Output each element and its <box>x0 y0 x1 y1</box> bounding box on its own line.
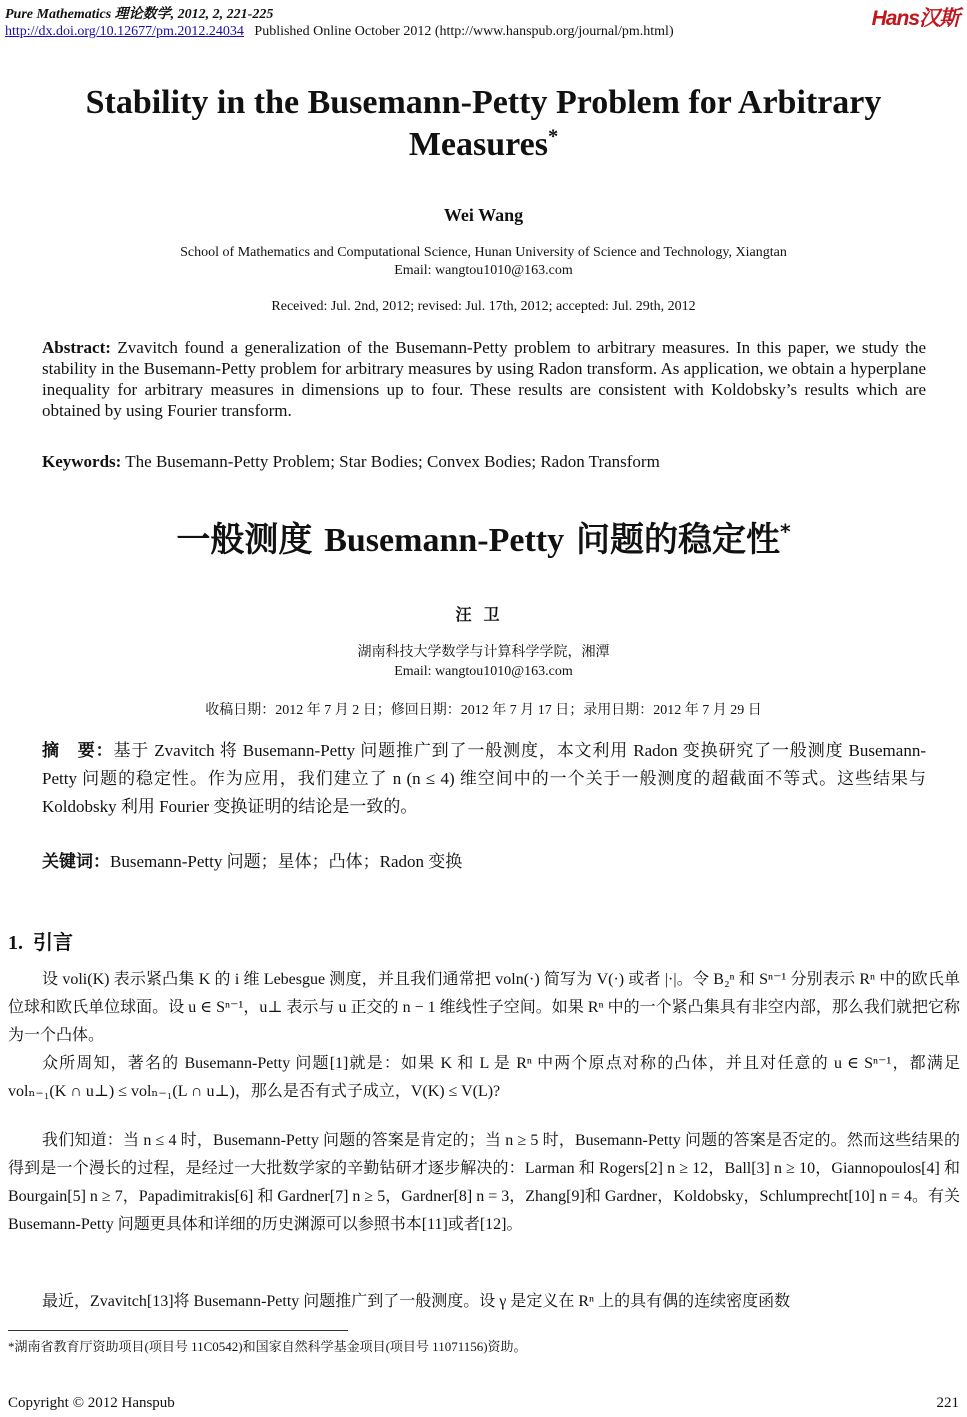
chinese-title-b: Busemann-Petty <box>324 522 565 559</box>
footnote: *湖南省教育厅资助项目(项目号 11C0542)和国家自然科学基金项目(项目号 11071156)资助。 <box>8 1339 527 1354</box>
chinese-dates: 收稿日期：2012 年 7 月 2 日；修回日期：2012 年 7 月 17 日；录用日期：2012 年 7 月 29 日 <box>205 703 762 718</box>
chinese-keywords <box>42 848 926 876</box>
chinese-keywords-label: 关键词： <box>42 852 110 871</box>
english-email: Email: wangtou1010@163.com <box>394 263 573 278</box>
english-affiliation: School of Mathematics and Computational Science, Hunan University of Science and Technology, Xiangtan <box>180 245 787 260</box>
body-paragraph-2: 众所周知，著名的 Busemann-Petty 问题[1]就是：如果 K 和 L 是 Rⁿ 中两个原点对称的凸体，并且对任意的 u ∈ Sⁿ⁻¹，都满足 volₙ₋₁(K ∩ u⊥) ≤ volₙ₋₁(L ∩ u⊥)，那么是否有式子成立，V(K) ≤ V(L)? <box>8 1055 960 1100</box>
english-keywords <box>42 451 926 472</box>
chinese-abstract-label: 摘 要： <box>42 741 114 760</box>
keywords-label: Keywords: <box>42 452 122 471</box>
chinese-abstract-text: 基于 Zvavitch 将 Busemann-Petty 问题推广到了一般测度，本文利用 Radon 变换研究了一般测度 Busemann-Petty 问题的稳定性。作为应用，我们建立了 n (n ≤ 4) 维空间中的一个关于一般测度的超截面不等式。这些结果与 Koldobsky 利用 Fourier 变换证明的结论是一致的。 <box>42 741 926 816</box>
english-title <box>40 82 927 166</box>
chinese-affiliation: 湖南科技大学数学与计算科学学院，湘潭 <box>357 645 610 660</box>
chinese-title-mark: * <box>779 519 791 544</box>
english-author: Wei Wang <box>443 205 524 225</box>
published-info: Published Online October 2012 (http://www.hanspub.org/journal/pm.html) <box>254 24 674 39</box>
body-paragraph-1: 设 voli(K) 表示紧凸集 K 的 i 维 Lebesgue 测度，并且我们通常把 voln(·) 简写为 V(·) 或者 |·|。令 B₂ⁿ 和 Sⁿ⁻¹ 分别表示 Rⁿ 中的欧氏单位球和欧氏单位球面。设 u ∈ Sⁿ⁻¹，u⊥ 表示与 u 正交的 n − 1 维线性子空间。如果 Rⁿ 中的一个紧凸集具有非空内部，那么我们就把它称为一个凸体。 <box>8 971 960 1044</box>
journal-header: Pure Mathematics 理论数学, 2012, 2, 221-225 <box>5 7 274 22</box>
abstract-label: Abstract: <box>42 338 111 357</box>
copyright: Copyright © 2012 Hanspub <box>8 1395 175 1411</box>
chinese-title-c: 问题的稳定性 <box>575 520 780 560</box>
body-paragraph-4: 最近，Zvavitch[13]将 Busemann-Petty 问题推广到了一般测度。设 γ 是定义在 Rⁿ 上的具有偶的连续密度函数 <box>42 1293 791 1310</box>
hans-logo: Hans汉斯 <box>871 7 959 30</box>
section-heading <box>8 926 73 955</box>
chinese-title <box>40 512 927 561</box>
chinese-keywords-text: Busemann-Petty 问题；星体；凸体；Radon 变换 <box>110 852 463 871</box>
body-paragraph-3: 我们知道：当 n ≤ 4 时，Busemann-Petty 问题的答案是肯定的；当 n ≥ 5 时，Busemann-Petty 问题的答案是否定的。然而这些结果的得到是一个漫长的过程，是经过一大批数学家的辛勤钻研才逐步解决的：Larman 和 Rogers[2] n ≥ 12，Ball[3] n ≥ 10，Giannopoulos[4] 和 Bourgain[5] n ≥ 7，Papadimitrakis[6] 和 Gardner[7] n ≥ 5，Gardner[8] n = 3，Zhang[9]和 Gardner，Koldobsky，Schlumprecht[10] n = 4。有关 Busemann-Petty 问题更具体和详细的历史渊源可以参照书本[11]或者[12]。 <box>8 1132 961 1233</box>
doi-link[interactable]: http://dx.doi.org/10.12677/pm.2012.24034 <box>5 24 244 39</box>
english-title-text: Stability in the Busemann-Petty Problem for Arbitrary Measures <box>85 84 882 163</box>
chinese-abstract <box>42 737 926 821</box>
chinese-title-a: 一般测度 <box>176 520 313 560</box>
chinese-email: Email: wangtou1010@163.com <box>394 664 573 679</box>
english-dates: Received: Jul. 2nd, 2012; revised: Jul. 17th, 2012; accepted: Jul. 29th, 2012 <box>271 299 696 314</box>
title-footnote-mark: * <box>547 125 559 148</box>
abstract-text: Zvavitch found a generalization of the Busemann-Petty problem to arbitrary measures. In this paper, we study the stability in the Busemann-Petty problem for arbitrary measures by using Radon transform. As application, we obtain a hyperplane inequality for arbitrary measures in dimensions up to four. These results are consistent with Koldobsky’s results which are obtained by using Fourier transform. <box>42 338 926 420</box>
doi-line <box>5 24 674 40</box>
keywords-text: The Busemann-Petty Problem; Star Bodies; Convex Bodies; Radon Transform <box>125 452 660 471</box>
section-title: 引言 <box>33 932 73 954</box>
footnote-divider <box>8 1330 348 1331</box>
english-abstract <box>42 337 926 421</box>
section-number: 1. <box>8 932 23 954</box>
page-number: 221 <box>936 1395 959 1411</box>
chinese-author: 汪卫 <box>455 607 512 624</box>
